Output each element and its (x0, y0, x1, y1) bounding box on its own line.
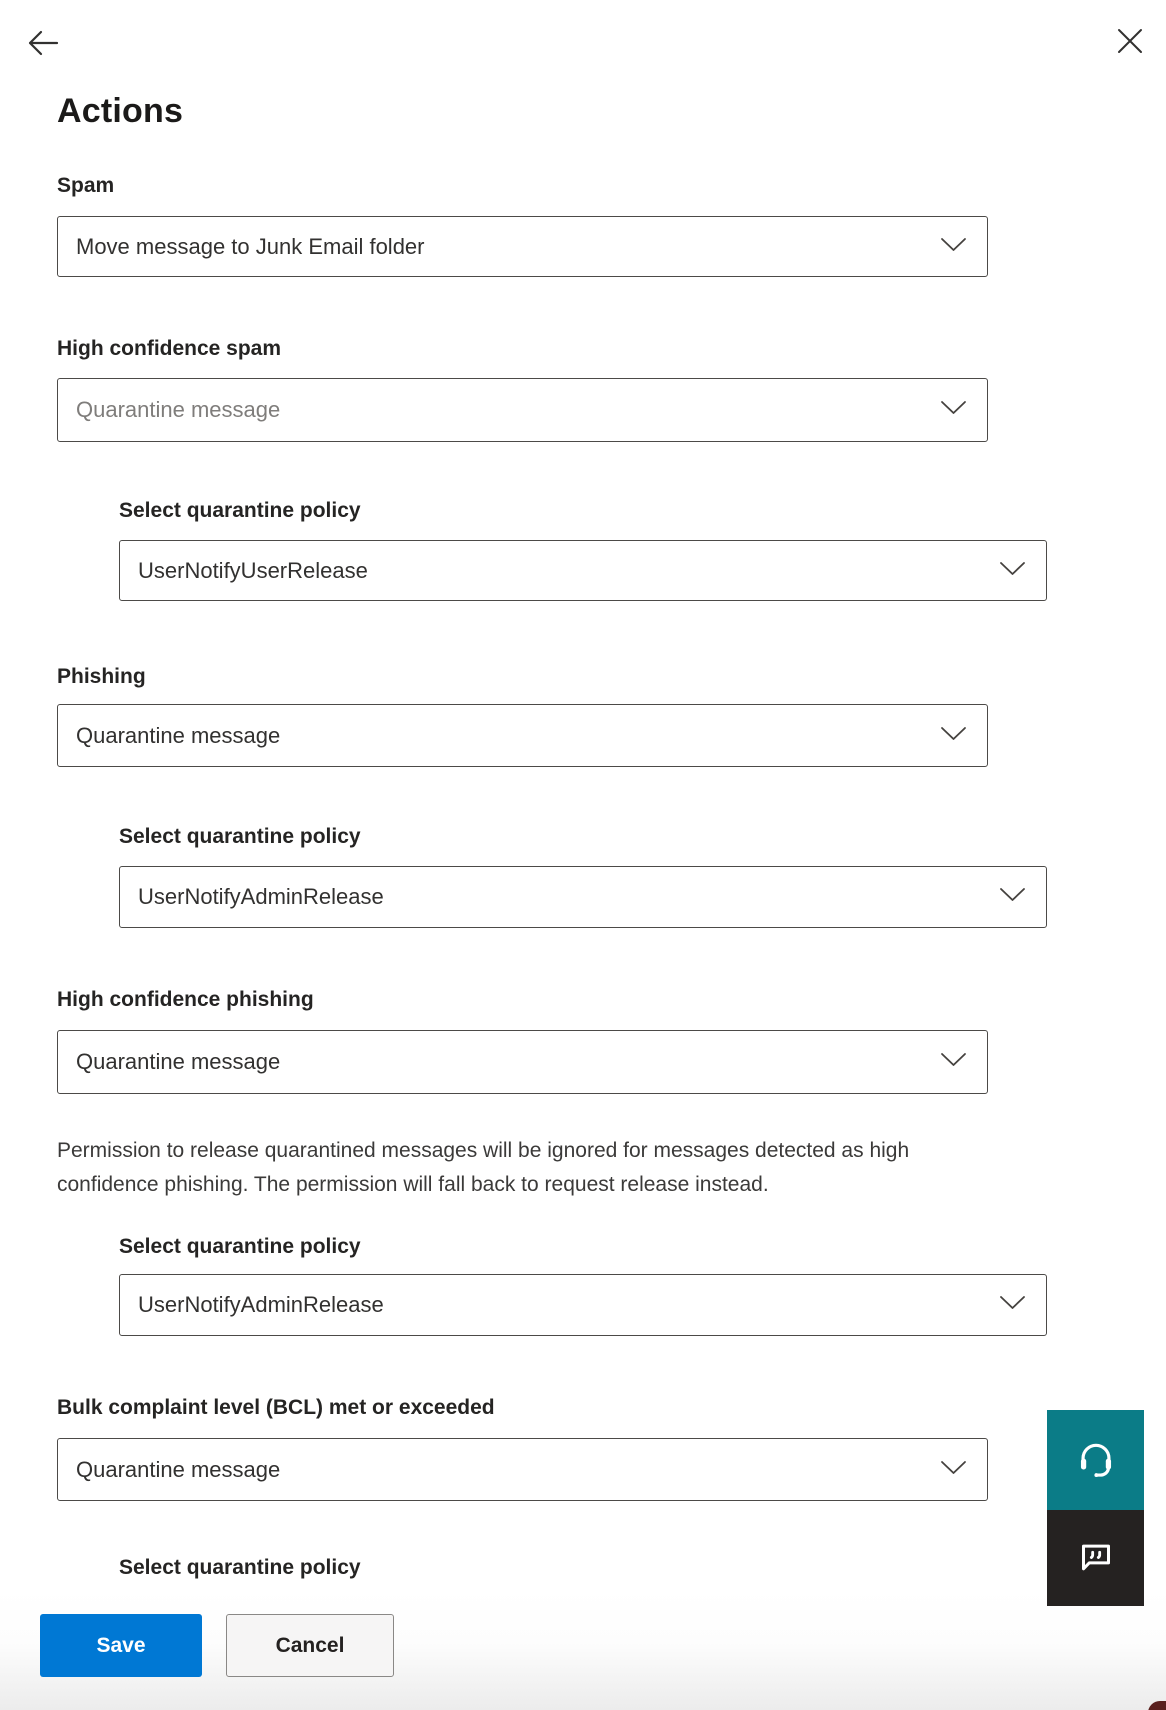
high-confidence-phishing-label: High confidence phishing (57, 988, 314, 1011)
hcs-quarantine-policy-value: UserNotifyUserRelease (138, 557, 368, 583)
bcl-action-dropdown[interactable] (57, 1438, 988, 1501)
phishing-quarantine-policy-value: UserNotifyAdminRelease (138, 884, 384, 909)
bcl-action-value: Quarantine message (76, 1456, 281, 1482)
high-confidence-phishing-value: Quarantine message (76, 1049, 281, 1074)
footer-bar (0, 1588, 1166, 1710)
phishing-label: Phishing (57, 665, 146, 688)
spam-action-value: Move message to Junk Email folder (76, 233, 425, 259)
chevron-down-icon (940, 1460, 967, 1480)
chevron-down-icon (999, 887, 1026, 907)
feedback-button[interactable] (1047, 1510, 1144, 1606)
phishing-action-dropdown[interactable] (57, 704, 988, 767)
phishing-action-value: Quarantine message (76, 722, 281, 748)
phishing-quarantine-policy-label: Select quarantine policy (119, 825, 361, 848)
spam-label: Spam (57, 174, 115, 197)
high-confidence-phishing-dropdown[interactable] (57, 1030, 988, 1094)
phishing-quarantine-policy-dropdown[interactable] (119, 866, 1047, 928)
chevron-down-icon (999, 1295, 1026, 1315)
high-confidence-spam-label: High confidence spam (57, 337, 282, 360)
hcs-quarantine-policy-dropdown[interactable] (119, 540, 1047, 601)
hcp-quarantine-policy-value: UserNotifyAdminRelease (138, 1292, 384, 1317)
spam-action-dropdown[interactable] (57, 216, 988, 277)
bcl-label: Bulk complaint level (BCL) met or exceeded (57, 1396, 495, 1419)
bcl-quarantine-policy-label: Select quarantine policy (119, 1556, 361, 1579)
headset-icon (1075, 1438, 1117, 1483)
back-button[interactable] (22, 22, 64, 64)
chevron-down-icon (940, 237, 967, 257)
chevron-down-icon (940, 1052, 967, 1072)
chevron-down-icon (999, 561, 1026, 581)
back-arrow-icon (26, 27, 60, 59)
hcp-quarantine-policy-dropdown[interactable] (119, 1274, 1047, 1336)
chevron-down-icon (940, 726, 967, 746)
high-confidence-phishing-note: Permission to release quarantined messages will be ignored for messages detected as high confidence phishing. The permission will fall back to request release instead. (57, 1139, 910, 1196)
save-button[interactable]: Save (40, 1614, 202, 1677)
chevron-down-icon (940, 400, 967, 420)
feedback-bubble-icon (1076, 1537, 1116, 1580)
hcs-quarantine-policy-label: Select quarantine policy (119, 499, 361, 522)
high-confidence-spam-dropdown[interactable] (57, 378, 988, 442)
hcp-quarantine-policy-label: Select quarantine policy (119, 1235, 361, 1258)
high-confidence-spam-value: Quarantine message (76, 397, 281, 422)
cancel-button[interactable]: Cancel (226, 1614, 394, 1677)
help-support-button[interactable] (1047, 1410, 1144, 1510)
page-title: Actions (57, 92, 184, 130)
close-button[interactable] (1111, 22, 1149, 60)
close-icon (1117, 28, 1143, 54)
